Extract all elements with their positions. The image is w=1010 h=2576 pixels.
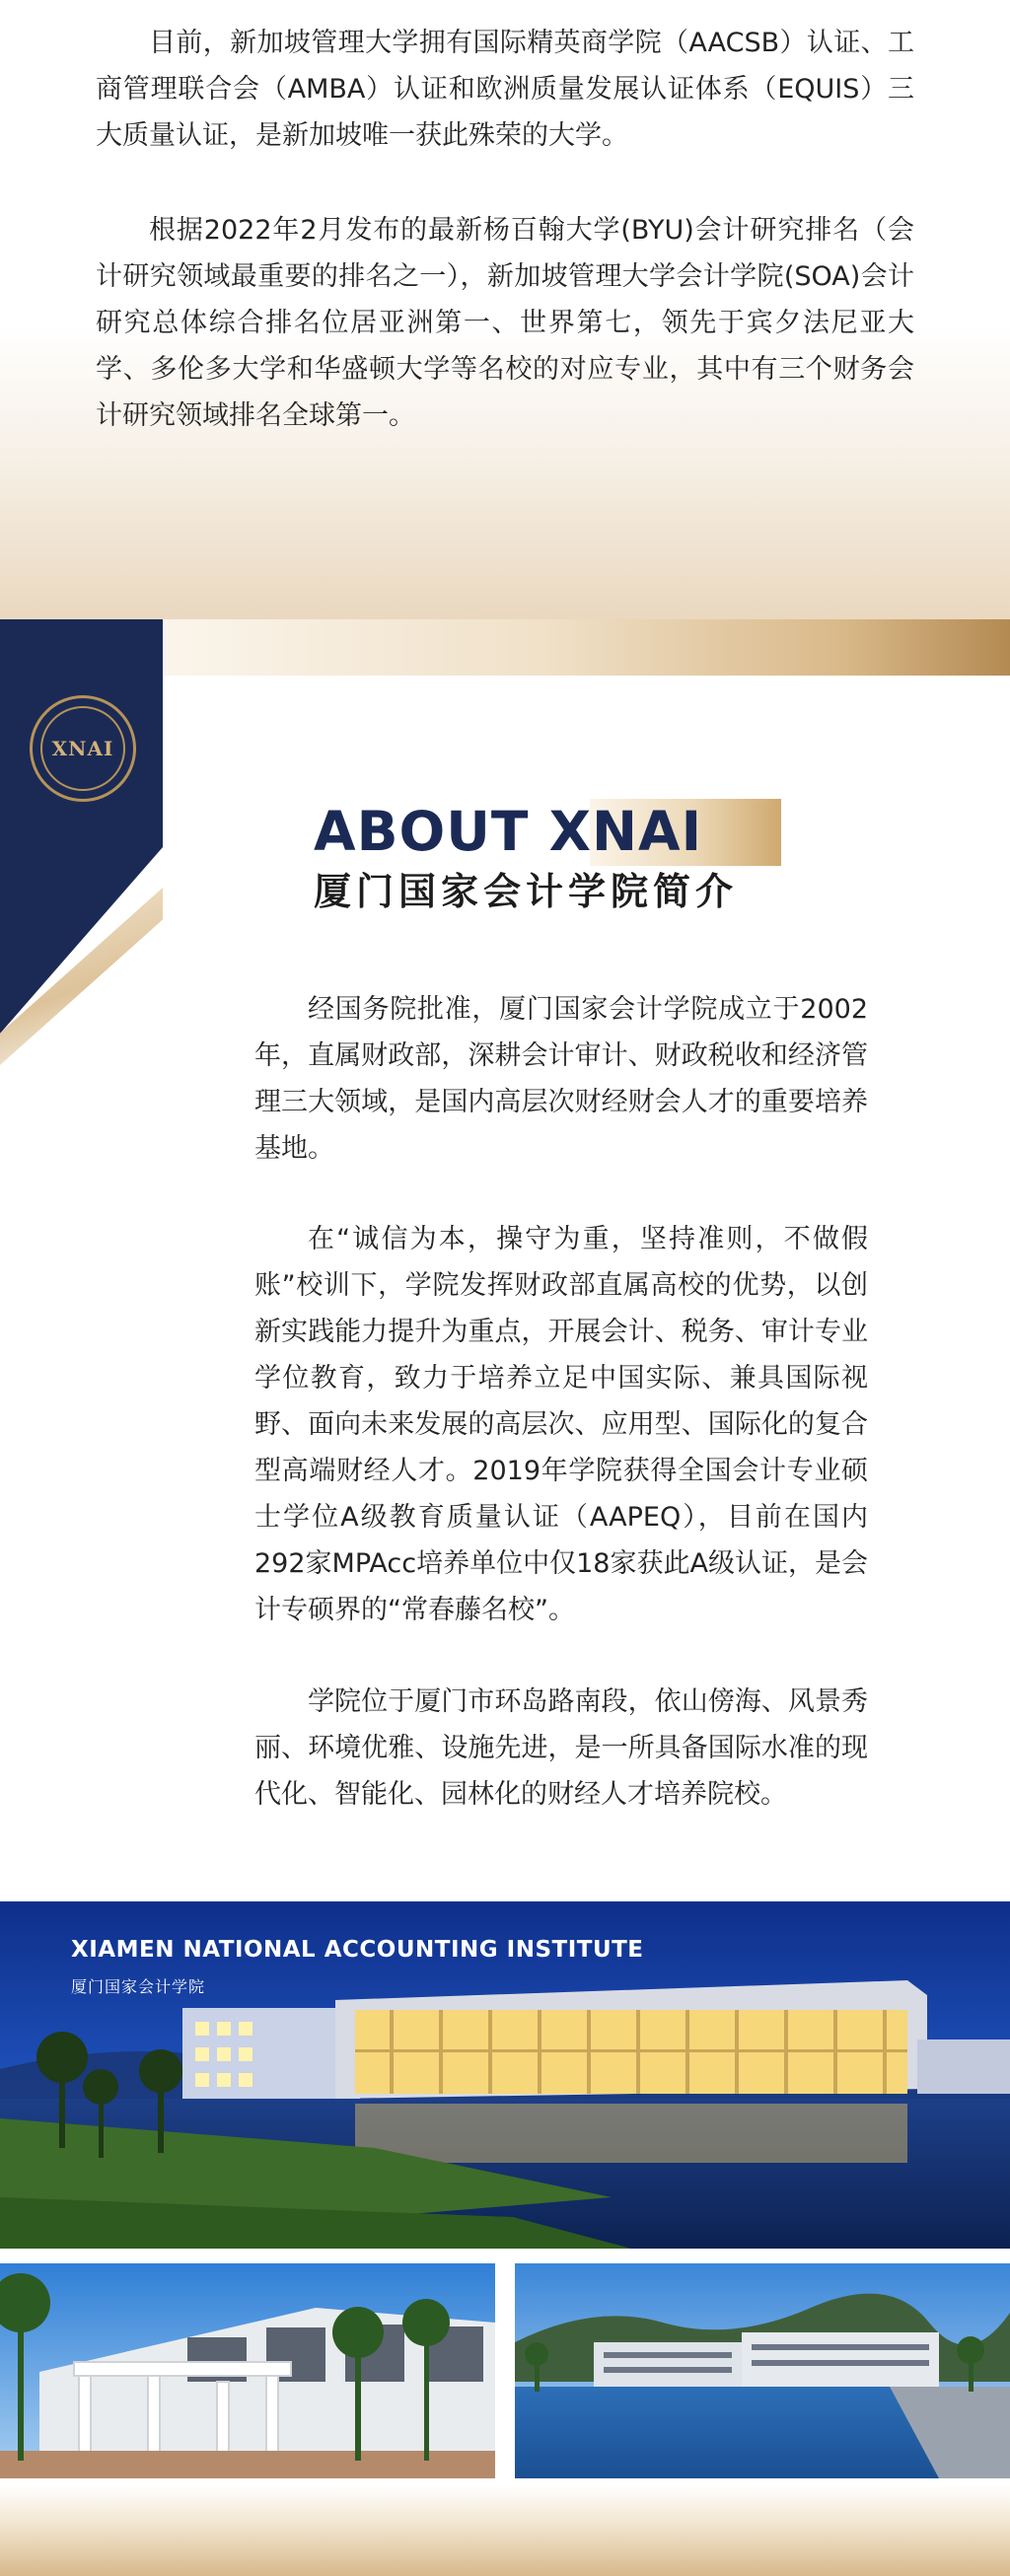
campus-lake-photo	[515, 2263, 1010, 2478]
hero-caption-en: XIAMEN NATIONAL ACCOUNTING INSTITUTE	[71, 1937, 644, 1963]
about-location-paragraph: 学院位于厦门市环岛路南段，依山傍海、风景秀丽、环境优雅、设施先进，是一所具备国际水准的现代化、智能化、园林化的财经人才培养院校。	[254, 1686, 868, 1810]
campus-colonnade-photo	[0, 2263, 495, 2478]
about-title-cn: 厦门国家会计学院简介	[314, 870, 739, 913]
bottom-gold-band	[0, 2485, 1010, 2576]
smu-accreditation-paragraph: 目前，新加坡管理大学拥有国际精英商学院（AACSB）认证、工商管理联合会（AMBA）认证和欧洲质量发展认证体系（EQUIS）三大质量认证，是新加坡唯一获此殊荣的大学。	[96, 28, 914, 151]
about-motto-paragraph: 在“诚信为本，操守为重，坚持准则，不做假账”校训下，学院发挥财政部直属高校的优势，以创新实践能力提升为重点，开展会计、税务、审计专业学位教育，致力于培养立足中国实际、兼具国际视野、面向未来发展的高层次、应用型、国际化的复合型高端财经人才。2019年学院获得全国会计专业硕士学位A级教育质量认证（AAPEQ），目前在国内292家MPAcc培养单位中仅18家获此A级认证，是会计专硕界的“常春藤名校”。	[254, 1224, 868, 1625]
about-title-en: ABOUT XNAI	[314, 800, 703, 863]
xnai-seal-logo	[30, 695, 136, 802]
seal-inner-ring: XNAI	[40, 706, 125, 791]
hero-caption-cn: 厦门国家会计学院	[71, 1977, 206, 1996]
smu-ranking-paragraph: 根据2022年2月发布的最新杨百翰大学(BYU)会计研究排名（会计研究领域最重要的排名之一），新加坡管理大学会计学院(SOA)会计研究总体综合排名位居亚洲第一、世界第七，领先于宾夕法尼亚大学、多伦多大学和华盛顿大学等名校的对应专业，其中有三个财务会计研究领域排名全球第一。	[96, 215, 914, 431]
gold-header-band	[163, 619, 1010, 676]
smu-intro-section	[0, 0, 1010, 619]
about-founding-paragraph: 经国务院批准，厦门国家会计学院成立于2002年，直属财政部，深耕会计审计、财政税收和经济管理三大领域，是国内高层次财经财会人才的重要培养基地。	[254, 994, 868, 1164]
